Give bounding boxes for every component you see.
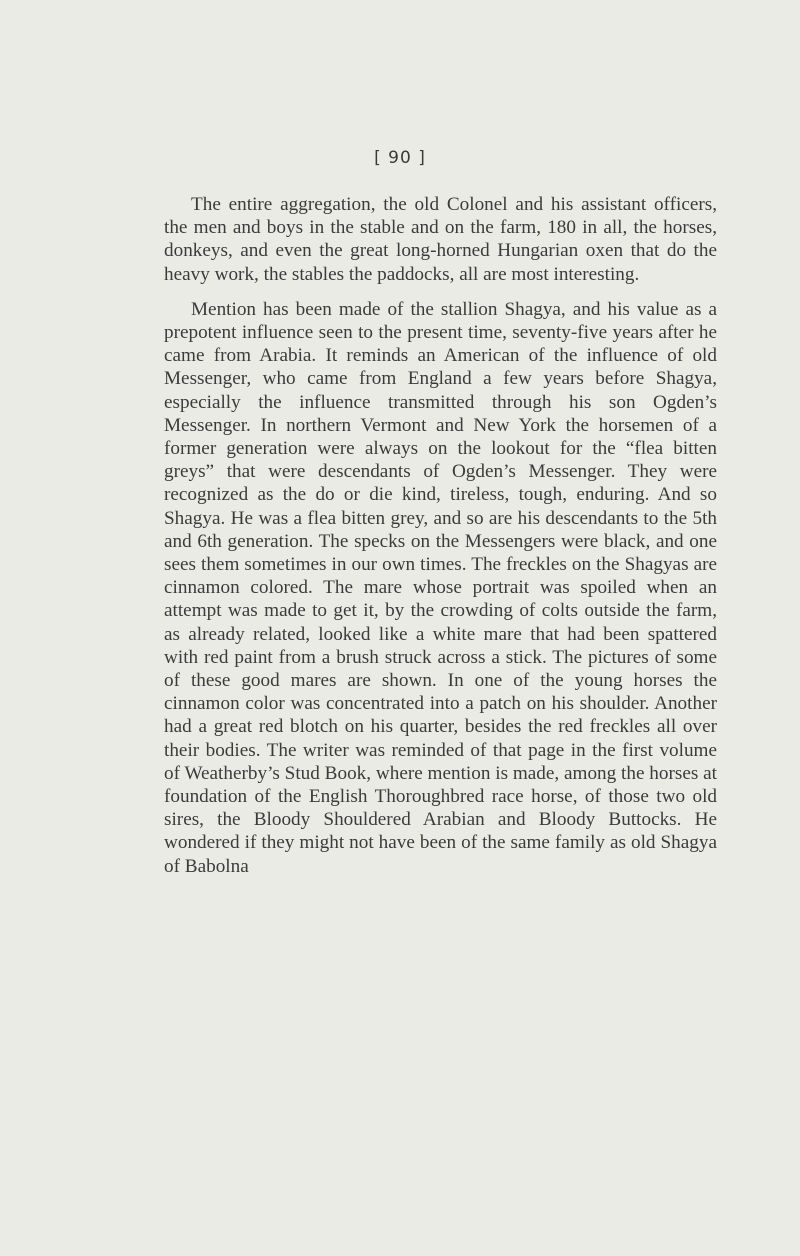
body-text [164,193,717,878]
page-number: [ 90 ] [374,148,426,168]
paragraph-aggregation: The entire aggregation, the old Colonel and his assistant officers, the men and boys in the stable and on the farm, 180 in all, the horses, donkeys, and even the great long-horned Hungarian oxen that do the heavy work, the stables the paddocks, all are most interesting. [164,194,717,285]
paragraph-shagya: Mention has been made of the stallion Shagya, and his value as a prepotent influence seen to the present time, seventy-five years after he came from Arabia. It reminds an American of the influence of old Messenger, who came from England a few years before Shagya, especially the influence transmitted through his son Ogden’s Messenger. In northern Vermont and New York the horsemen of a former generation were always on the lookout for the “flea bitten greys” that were descendants of Ogden’s Messenger. They were recognized as the do or die kind, tireless, tough, enduring. And so Shagya. He was a flea bitten grey, and so are his descendants to the 5th and 6th generation. The specks on the Messengers were black, and one sees them sometimes in our own times. The freckles on the Shagyas are cinnamon colored. The mare whose portrait was spoiled when an attempt was made to get it, by the crowding of colts outside the farm, as already related, looked like a white mare that had been spattered with red paint from a brush struck across a stick. The pictures of some of these good mares are shown. In one of the young horses the cinnamon color was concentrated into a patch on his shoulder. Another had a great red blotch on his quarter, besides the red freckles all over their bodies. The writer was reminded of that page in the first volume of Weatherby’s Stud Book, where mention is made, among the horses at foundation of the English Thoroughbred race horse, of those two old sires, the Bloody Shouldered Arabian and Bloody Buttocks. He wondered if they might not have been of the same family as old Shagya of Babolna [164,298,717,877]
